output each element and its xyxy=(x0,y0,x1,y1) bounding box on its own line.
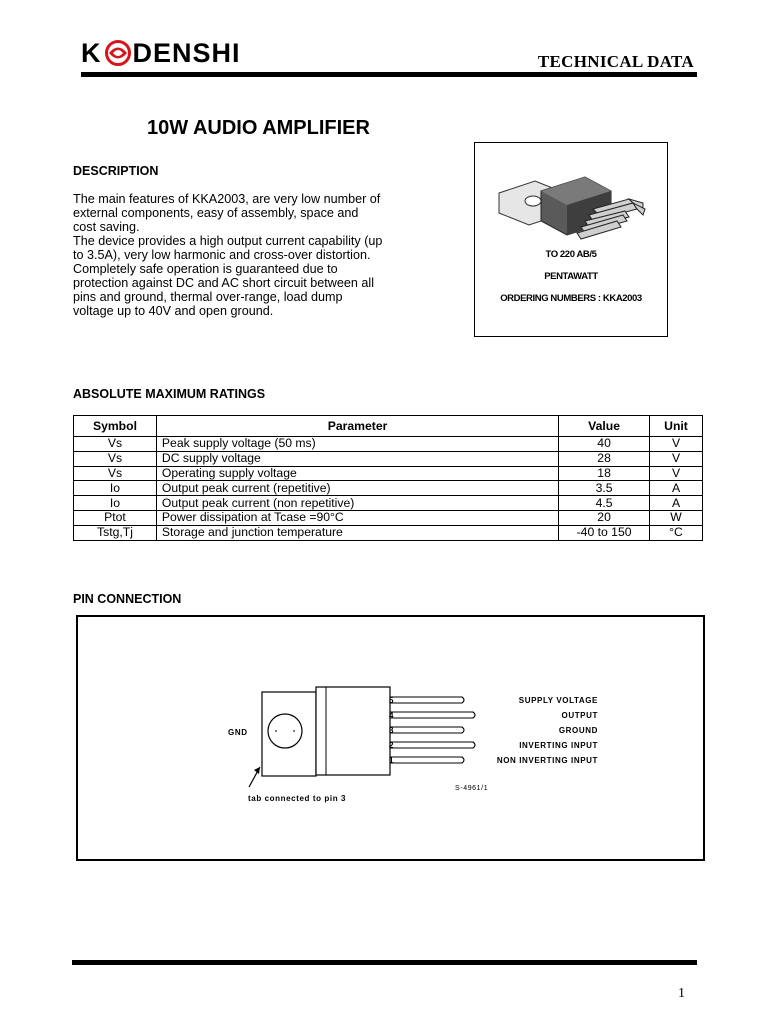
pin-function-label: SUPPLY VOLTAGE xyxy=(518,696,598,705)
drawing-code: S-4961/1 xyxy=(455,785,489,792)
package-code: TO 220 AB/5 xyxy=(545,249,597,260)
description-paragraph: The device provides a high output current capability (up to 3.5A), very low harmonic and cross-over distortion. xyxy=(73,234,383,262)
value-cell: 20 xyxy=(559,510,650,525)
pinout-diagram xyxy=(78,617,703,859)
value-cell: -40 to 150 xyxy=(559,525,650,540)
tab-hole xyxy=(268,714,302,748)
parameter-cell: Storage and junction temperature xyxy=(156,525,558,540)
ordering-numbers: ORDERING NUMBERS : KKA2003 xyxy=(500,293,642,304)
symbol-cell: Io xyxy=(74,496,157,511)
company-logo xyxy=(81,36,241,70)
parameter-cell: DC supply voltage xyxy=(156,451,558,466)
package-image xyxy=(493,163,653,248)
parameter-cell: Peak supply voltage (50 ms) xyxy=(156,437,558,452)
table-row xyxy=(74,451,703,466)
table-row xyxy=(74,481,703,496)
footer-rule xyxy=(72,960,697,965)
pin-number: 5 xyxy=(389,696,395,705)
column-header: Unit xyxy=(650,416,703,437)
table-row xyxy=(74,466,703,481)
symbol-cell: Vs xyxy=(74,466,157,481)
unit-cell: A xyxy=(650,481,703,496)
logo-text-denshi: DENSHI xyxy=(132,37,241,68)
pin-connection-box xyxy=(76,615,705,861)
ratings-heading: ABSOLUTE MAXIMUM RATINGS xyxy=(73,387,266,401)
pin-number: 2 xyxy=(389,741,395,750)
description-heading: DESCRIPTION xyxy=(73,164,159,178)
unit-cell: W xyxy=(650,510,703,525)
package-name: PENTAWATT xyxy=(544,271,598,282)
technical-data-label: TECHNICAL DATA xyxy=(537,52,694,71)
value-cell: 40 xyxy=(559,437,650,452)
pin-leads xyxy=(390,697,475,763)
parameter-cell: Output peak current (repetitive) xyxy=(156,481,558,496)
logo-text-k: K xyxy=(81,37,102,68)
unit-cell: V xyxy=(650,466,703,481)
pin-number: 3 xyxy=(389,726,395,735)
value-cell: 18 xyxy=(559,466,650,481)
column-header: Value xyxy=(559,416,650,437)
table-row xyxy=(74,510,703,525)
table-row xyxy=(74,437,703,452)
parameter-cell: Operating supply voltage xyxy=(156,466,558,481)
pin-function-label: NON INVERTING INPUT xyxy=(496,756,598,765)
pin-function-label: INVERTING INPUT xyxy=(519,741,598,750)
value-cell: 28 xyxy=(559,451,650,466)
column-header: Parameter xyxy=(156,416,558,437)
page-number: 1 xyxy=(678,986,685,1001)
package-body xyxy=(316,687,390,775)
parameter-cell: Output peak current (non repetitive) xyxy=(156,496,558,511)
pin-number: 1 xyxy=(389,756,395,765)
table-row xyxy=(74,496,703,511)
symbol-cell: Vs xyxy=(74,451,157,466)
value-cell: 4.5 xyxy=(559,496,650,511)
ratings-table xyxy=(73,415,703,541)
description-paragraph: The main features of KKA2003, are very low number of external components, easy of assembly, space and cost saving. xyxy=(73,192,381,234)
pin-function-label: OUTPUT xyxy=(561,711,598,720)
unit-cell: A xyxy=(650,496,703,511)
value-cell: 3.5 xyxy=(559,481,650,496)
unit-cell: V xyxy=(650,437,703,452)
pin-function-label: GROUND xyxy=(558,726,598,735)
document-title: 10W AUDIO AMPLIFIER xyxy=(147,117,370,139)
symbol-cell: Io xyxy=(74,481,157,496)
symbol-cell: Vs xyxy=(74,437,157,452)
table-header-row xyxy=(74,416,703,437)
unit-cell: °C xyxy=(650,525,703,540)
gnd-label: GND xyxy=(228,728,248,737)
column-header: Symbol xyxy=(74,416,157,437)
pin-number: 4 xyxy=(389,711,395,720)
table-row xyxy=(74,525,703,540)
logo-mark-icon xyxy=(105,40,131,66)
symbol-cell: Tstg,Tj xyxy=(74,525,157,540)
tab-note: tab connected to pin 3 xyxy=(248,794,347,803)
pin-connection-heading: PIN CONNECTION xyxy=(73,592,182,606)
unit-cell: V xyxy=(650,451,703,466)
symbol-cell: Ptot xyxy=(74,510,157,525)
parameter-cell: Power dissipation at Tcase =90°C xyxy=(156,510,558,525)
package-box xyxy=(474,142,668,337)
description-paragraph: Completely safe operation is guaranteed due to protection against DC and AC short circuit between all pins and ground, thermal over-range, load dump voltage up to 40V and open ground. xyxy=(73,262,375,318)
description-body xyxy=(73,192,383,318)
header-rule xyxy=(81,72,697,77)
